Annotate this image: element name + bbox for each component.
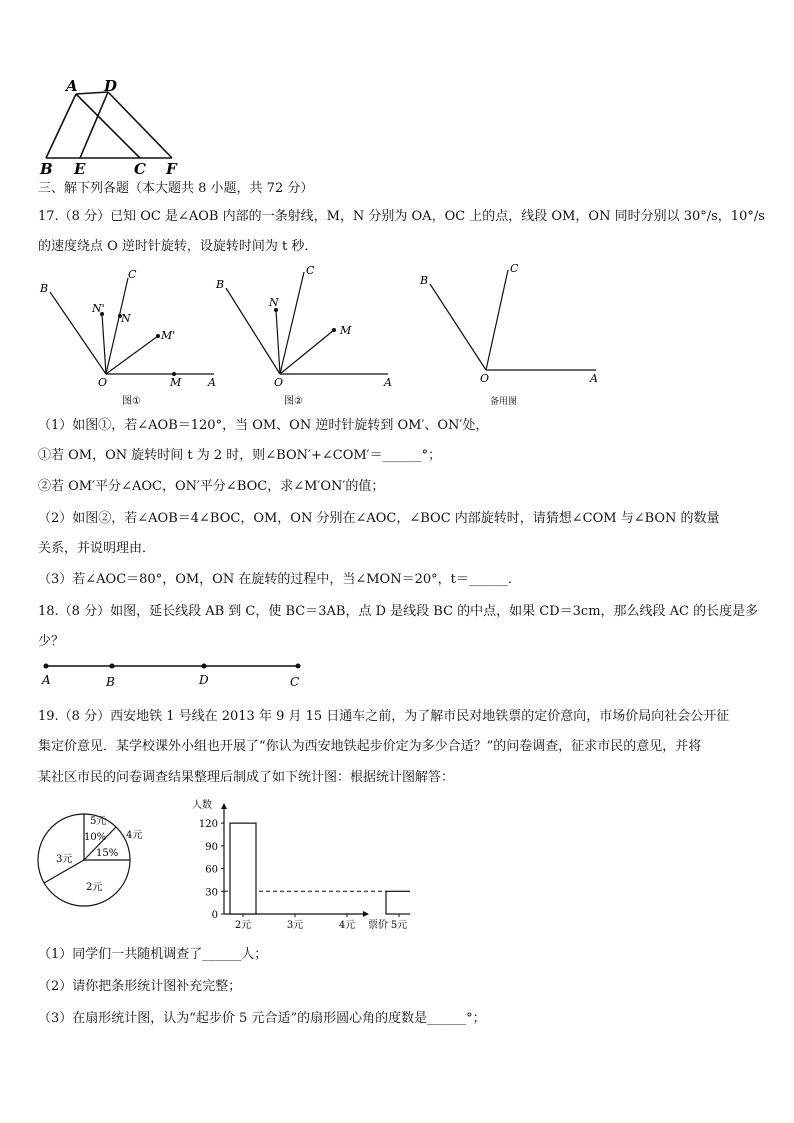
pie-label-4yuan: 4元 xyxy=(126,830,143,841)
category-label: 2元 xyxy=(234,920,252,931)
q17-part2-b: 关系，并说明理由． xyxy=(38,541,156,556)
label-C: C xyxy=(290,675,300,689)
label-C: C xyxy=(134,160,146,178)
q19-sub2: （2）请你把条形统计图补充完整； xyxy=(38,979,242,994)
point-B xyxy=(110,664,115,669)
label-A: A xyxy=(590,372,598,385)
q18-line-2: 少？ xyxy=(38,634,65,649)
pie-pct-10: 10% xyxy=(84,832,107,843)
label-A: A xyxy=(66,77,78,95)
ray-OC xyxy=(486,270,508,370)
q18-line-1: 18.（8 分）如图，延长线段 AB 到 C，使 BC＝3AB，点 D 是线段 BC 的中点，如果 CD＝3cm，那么线段 AC 的长度是多 xyxy=(38,604,759,619)
ray-ON xyxy=(276,310,280,374)
category-label: 5元 xyxy=(390,920,408,931)
q17-figure-1 xyxy=(34,266,224,411)
pie-chart xyxy=(36,798,176,918)
bar xyxy=(230,823,256,914)
label-O: O xyxy=(274,376,284,389)
y-axis-arrow xyxy=(221,803,227,809)
q17-intro-2: 的速度绕点 O 逆时针旋转，设旋转时间为 t 秒． xyxy=(38,239,318,254)
segment-DF xyxy=(108,92,172,158)
label-B: B xyxy=(420,274,429,287)
label-N1: N' xyxy=(92,302,105,315)
q17-part3: （3）若∠AOC＝80°，OM，ON 在旋转的过程中，当∠MON＝20°，t＝______． xyxy=(38,572,521,587)
figure-1-caption: 图① xyxy=(122,396,141,407)
y-tick-label: 60 xyxy=(205,864,218,876)
label-A: A xyxy=(384,376,392,389)
label-C: C xyxy=(306,264,315,277)
q17-figure-3 xyxy=(410,262,610,410)
q17-part1-b: ②若 OM′平分∠AOC，ON′平分∠BOC，求∠M′ON′的值； xyxy=(38,479,385,494)
label-N: N xyxy=(269,296,279,309)
label-M: M xyxy=(340,324,352,337)
y-tick-label: 30 xyxy=(205,887,218,899)
pie-label-5yuan: 5元 xyxy=(90,816,107,827)
q19-sub3: （3）在扇形统计图，认为“起步价 5 元合适”的扇形圆心角的度数是______°； xyxy=(38,1011,486,1026)
bar xyxy=(386,891,410,914)
point-C xyxy=(296,664,301,669)
label-B: B xyxy=(40,160,53,178)
trapezoid-figure xyxy=(30,76,190,178)
figure-3-caption: 备用图 xyxy=(490,397,518,407)
label-B: B xyxy=(216,278,225,291)
label-C: C xyxy=(510,262,519,275)
ray-OC xyxy=(280,272,304,374)
ray-OM xyxy=(280,330,334,374)
pie-pct-15: 15% xyxy=(96,848,119,859)
bar-chart xyxy=(190,796,410,936)
y-tick-label: 90 xyxy=(205,841,218,853)
label-F: F xyxy=(166,160,177,178)
point-M xyxy=(332,328,336,332)
q17-intro-1: 17.（8 分）已知 OC 是∠AOB 内部的一条射线，M，N 分别为 OA，OC 上的点，线段 OM，ON 同时分别以 30°/s，10°/s xyxy=(38,209,765,224)
label-D: D xyxy=(199,673,209,687)
label-B: B xyxy=(106,675,115,689)
label-O: O xyxy=(480,372,490,385)
q19-line-1: 19.（8 分）西安地铁 1 号线在 2013 年 9 月 15 日通车之前，为了解市民对地铁票的定价意向，市场价局向社会公开征 xyxy=(38,709,730,724)
ray-OB xyxy=(430,284,486,370)
label-A: A xyxy=(208,376,216,389)
label-C: C xyxy=(128,268,137,281)
label-M1: M' xyxy=(161,329,176,342)
pie-label-2yuan: 2元 xyxy=(86,882,103,893)
q19-line-2: 集定价意见．某学校课外小组也开展了“你认为西安地铁起步价定为多少合适？”的问卷调查，征求市民的意见，并将 xyxy=(38,739,702,754)
point-M1 xyxy=(156,334,160,338)
label-E: E xyxy=(74,160,86,178)
figure-2-caption: 图② xyxy=(284,396,303,407)
segment-AC xyxy=(76,94,140,158)
label-N: N xyxy=(121,312,131,325)
pie-label-3yuan: 3元 xyxy=(56,854,73,865)
label-B: B xyxy=(40,282,49,295)
segment-AB xyxy=(46,94,76,158)
q19-line-3: 某社区市民的问卷调查结果整理后制成了如下统计图：根据统计图解答： xyxy=(38,770,455,785)
q17-part1-a: ①若 OM，ON 旋转时间 t 为 2 时，则∠BON′+∠COM′＝______°； xyxy=(38,448,442,463)
category-label: 3元 xyxy=(286,920,304,931)
q18-segment-figure xyxy=(36,658,316,692)
bar-chart-xlabel: 票价 xyxy=(368,920,388,931)
y-tick-label: 120 xyxy=(198,819,218,831)
label-D: D xyxy=(104,77,118,95)
q17-part1: （1）如图①，若∠AOB＝120°，当 OM、ON 逆时针旋转到 OM′、ON′处， xyxy=(38,418,489,433)
ray-ON1 xyxy=(102,314,106,374)
category-label: 4元 xyxy=(338,920,356,931)
bar-chart-ylabel: 人数 xyxy=(192,800,212,811)
q17-figure-2 xyxy=(210,262,400,410)
point-D xyxy=(202,664,207,669)
label-O: O xyxy=(98,376,108,389)
label-M: M xyxy=(170,376,182,389)
label-A: A xyxy=(42,673,51,687)
x-axis-arrow xyxy=(363,911,369,917)
section-header: 三、解下列各题（本大题共 8 小题，共 72 分） xyxy=(38,181,314,196)
q19-sub1: （1）同学们一共随机调查了______人； xyxy=(38,947,268,962)
y-tick-label: 0 xyxy=(211,910,218,921)
q17-part2-a: （2）如图②，若∠AOB＝4∠BOC，OM，ON 分别在∠AOC，∠BOC 内部旋转时，请猜想∠COM 与∠BON 的数量 xyxy=(38,511,720,526)
point-A xyxy=(44,664,49,669)
